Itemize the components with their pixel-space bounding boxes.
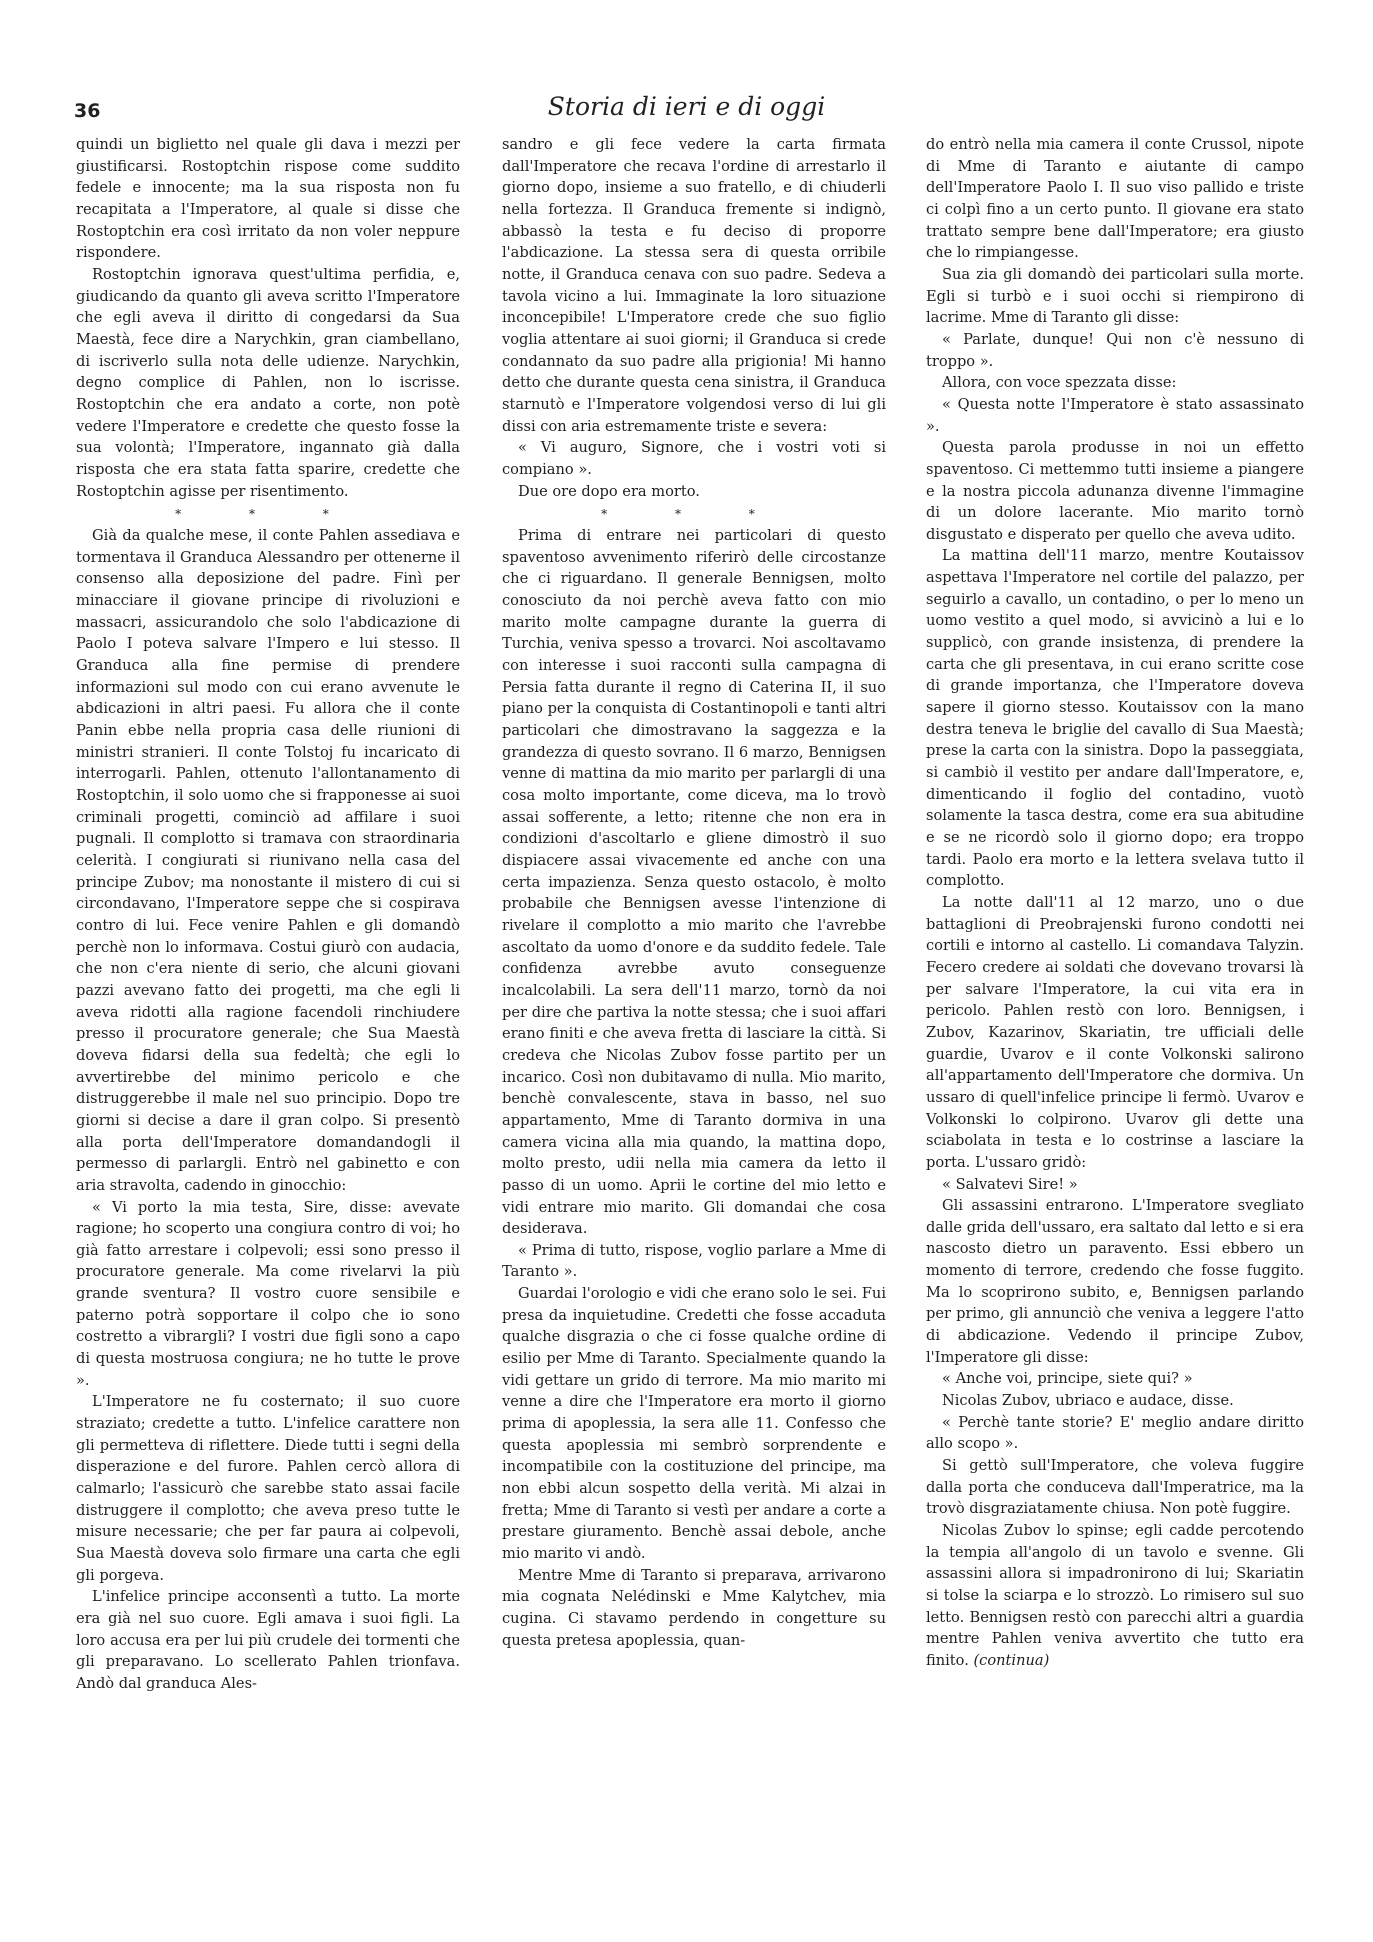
paragraph: Prima di entrare nei particolari di questo spaventoso avvenimento riferirò delle circostanze che ci riguardano. Il generale Bennigsen, molto conosciuto da noi perchè aveva fatto con mio marito molte campagne durante la guerra di Turchia, veniva spesso a trovarci. Noi ascoltavamo con interesse i suoi racconti sulla campagna di Persia fatta durante il regno di Caterina II, il suo piano per la conquista di Costantinopoli e tanti altri particolari che dimostravano la saggezza e la grandezza di questo sovrano. Il 6 marzo, Bennigsen venne di mattina da mio marito per parlargli di una cosa molto importante, come diceva, ma lo trovò assai sofferente, a letto; ritenne che non era in condizioni d'ascoltarlo e gliene dimostrò il suo dispiacere assai vivacemente ed anche con una certa impazienza. Senza questo ostacolo, è molto probabile che Bennigsen avesse l'intenzione di rivelare il complotto a mio marito che l'avrebbe ascoltato da uomo d'onore e da suddito fedele. Tale confidenza avrebbe avuto conseguenze incalcolabili. La sera dell'11 marzo, tornò da noi per dire che partiva la notte stessa; che i suoi affari erano finiti e che aveva fretta di lasciare la città. Si credeva che Nicolas Zubov fosse partito per un incarico. Così non dubitavamo di nulla. Mio marito, benchè convalescente, stava in basso, nel suo appartamento, Mme di Taranto dormiva in una camera vicina alla mia quando, la mattina dopo, molto presto, udii nella mia camera da letto il passo di un uomo. Aprii le cortine del mio letto e vidi entrare mio marito. Gli domandai che cosa desiderava. bbox=[502, 527, 886, 1238]
paragraph: « Questa notte l'Imperatore è stato assassinato ». bbox=[926, 395, 1304, 435]
paragraph: Allora, con voce spezzata disse: bbox=[942, 374, 1177, 392]
paragraph: « Perchè tante storie? E' meglio andare diritto allo scopo ». bbox=[926, 1413, 1304, 1453]
paragraph: Guardai l'orologio e vidi che erano solo le sei. Fui presa da inquietudine. Credetti che fosse accaduta qualche disgrazia o che ci fosse qualche ordine di esilio per Mme di Taranto. Specialmente quando la vidi gettare un grido di terrore. Ma mio marito mi venne a dire che l'Imperatore era morto il giorno prima di apoplessia, la sera alle 11. Confesso che questa apoplessia mi sembrò sorprendente e incompatibile con la costituzione del principe, ma non ebbi alcun sospetto della verità. Mi alzai in fretta; Mme di Taranto si vestì per andare a corte a prestare giuramento. Benchè assai debole, anche mio marito vi andò. bbox=[502, 1285, 886, 1562]
paragraph: « Anche voi, principe, siete qui? » bbox=[942, 1370, 1193, 1388]
paragraph: « Vi auguro, Signore, che i vostri voti si compiano ». bbox=[502, 439, 886, 478]
section-separator: * * * bbox=[601, 507, 787, 522]
paragraph: sandro e gli fece vedere la carta firmata dall'Imperatore che recava l'ordine di arrestarlo il giorno dopo, insieme a suo fratello, e di chiuderli nella fortezza. Il Granduca fremente si indignò, abbassò la testa e fu deciso di proporre l'abdicazione. La stessa sera di questa orribile notte, il Granduca cenava con suo padre. Sedeva a tavola vicino a lui. Immaginate la loro situazione inconcepibile! L'Imperatore crede che suo figlio voglia attentare ai suoi giorni; il Granduca si crede condannato da suo padre alla prigionia! Mi hanno detto che durante questa cena sinistra, il Granduca starnutò e l'Imperatore volgendosi verso di lui gli dissi con aria estremamente triste e severa: bbox=[502, 136, 886, 435]
paragraph: Rostoptchin ignorava quest'ultima perfidia, e, giudicando da quanto gli aveva scritto l'Imperatore che egli aveva il diritto di congedarsi da Sua Maestà, fece dire a Narychkin, gran ciambellano, di iscriverlo sulla nota delle udienze. Narychkin, degno complice di Pahlen, non lo iscrisse. Rostoptchin che era andato a corte, non potè vedere l'Imperatore e credette che questo fosse la sua volontà; l'Imperatore, ingannato già dalla risposta che era stata fatta sparire, credette che Rostoptchin agisse per risentimento. bbox=[76, 265, 460, 500]
page-number: 36 bbox=[74, 100, 101, 122]
paragraph: La mattina dell'11 marzo, mentre Koutaissov aspettava l'Imperatore nel cortile del palazzo, per seguirlo a cavallo, un contadino, o per lo meno un uomo vestito a quel modo, si avvicinò a lui e lo supplicò, con grande insistenza, di prendere la carta che gli presentava, in cui erano scritte cose di grande importanza, che l'Imperatore doveva sapere il giorno stesso. Koutaissov con la mano destra teneva le briglie del cavallo di Sua Maestà; prese la carta con la sinistra. Dopo la passeggiata, si cambiò il vestito per andare dall'Imperatore, e, dimenticando il foglio del contadino, vuotò solamente la tasca destra, come era sua abitudine e se ne ricordò solo il giorno dopo; era troppo tardi. Paolo era morto e la lettera svelava tutto il complotto. bbox=[926, 547, 1304, 890]
paragraph: Questa parola produsse in noi un effetto spaventoso. Ci mettemmo tutti insieme a piangere e la nostra piccola adunanza divenne l'immagine di un dolore lacerante. Mio marito tornò disgustato e disperato per quello che aveva udito. bbox=[926, 439, 1304, 543]
section-separator: * * * bbox=[175, 507, 361, 522]
paragraph: « Salvatevi Sire! » bbox=[942, 1175, 1078, 1193]
paragraph: « Prima di tutto, rispose, voglio parlare a Mme di Taranto ». bbox=[502, 1241, 886, 1281]
paragraph: « Vi porto la mia testa, Sire, disse: avevate ragione; ho scoperto una congiura contro di voi; ho già fatto arrestare i colpevoli; essi sono presso il procuratore generale. Ma come rivelarvi la più grande sventura? Il vostro cuore sensibile e paterno potrà sopportare il colpo che io sono costretto a vibrargli? I vostri due figli sono a capo di questa mostruosa congiura; ne ho tutte le prove ». bbox=[76, 1198, 460, 1389]
paragraph: « Parlate, dunque! Qui non c'è nessuno di troppo ». bbox=[926, 330, 1304, 370]
paragraph: Mentre Mme di Taranto si preparava, arrivarono mia cognata Nelédinski e Mme Kalytchev, mia cugina. Ci stavamo perdendo in congetture su questa pretesa apoplessia, quan- bbox=[502, 1566, 886, 1649]
paragraph: L'Imperatore ne fu costernato; il suo cuore straziato; credette a tutto. L'infelice carattere non gli permetteva di riflettere. Diede tutti i segni della disperazione e del furore. Pahlen cercò allora di calmarlo; l'assicurò che sarebbe stato assai facile distruggere il complotto; che aveva preso tutte le misure necessarie; che per far paura ai colpevoli, Sua Maestà doveva solo firmare una carta che egli gli porgeva. bbox=[76, 1393, 460, 1584]
paragraph: Nicolas Zubov, ubriaco e audace, disse. bbox=[942, 1392, 1234, 1410]
paragraph: Si gettò sull'Imperatore, che voleva fuggire dalla porta che conduceva dall'Imperatrice, ma la trovò disgraziatamente chiusa. Non potè fuggire. bbox=[926, 1457, 1304, 1518]
paragraph: L'infelice principe acconsentì a tutto. La morte era già nel suo cuore. Egli amava i suoi figli. La loro accusa era per lui più crudele dei tormenti che gli preparavano. Lo scellerato Pahlen trionfava. Andò dal granduca Ales- bbox=[76, 1588, 460, 1692]
text-column-3 bbox=[926, 134, 1304, 1924]
paragraph: quindi un biglietto nel quale gli dava i mezzi per giustificarsi. Rostoptchin rispose come suddito fedele e innocente; ma la sua risposta non fu recapitata a l'Imperatore, al quale si disse che Rostoptchin era così irritato da non voler neppure rispondere. bbox=[76, 136, 460, 262]
continued-note: (continua) bbox=[973, 1651, 1050, 1669]
paragraph-text: Nicolas Zubov lo spinse; egli cadde percotendo la tempia all'angolo di un tavolo e svenne. Gli assassini allora si impadronirono di lui; Skariatin si tolse la sciarpa e lo strozzò. Lo rimisero sul suo letto. Bennigsen restò con parecchi altri a guardia mentre Pahlen veniva avvertito che tutto era finito. bbox=[926, 1522, 1304, 1669]
paragraph: Gli assassini entrarono. L'Imperatore svegliato dalle grida dell'ussaro, era saltato dal letto e si era nascosto dietro un paravento. Essi ebbero un momento di terrore, credendo che fosse fuggito. Ma lo scoprirono subito, e, Bennigsen parlando per primo, gli annunciò che veniva a leggere l'atto di abdicazione. Vedendo il principe Zubov, l'Imperatore gli disse: bbox=[926, 1197, 1304, 1366]
paragraph: Già da qualche mese, il conte Pahlen assediava e tormentava il Granduca Alessandro per ottenerne il consenso alla deposizione del padre. Finì per minacciare il giovane principe di rivoluzioni e massacri, assicurandolo che solo l'abdicazione di Paolo I poteva salvare l'Impero e lui stesso. Il Granduca alla fine permise di prendere informazioni sul modo con cui erano avvenute le abdicazioni in altri paesi. Fu allora che il conte Panin ebbe nella propria casa delle riunioni di ministri stranieri. Il conte Tolstoj fu incaricato di interrogarli. Pahlen, ottenuto l'allontanamento di Rostoptchin, il solo uomo che si frapponesse ai suoi criminali progetti, cominciò ad affilare i suoi pugnali. Il complotto si tramava con straordinaria celerità. I congiurati si riunivano nella casa del principe Zubov; ma nonostante il mistero di cui si circondavano, l'Imperatore seppe che si cospirava contro di lui. Fece venire Pahlen e gli domandò perchè non lo informava. Costui giurò con audacia, che non c'era niente di serio, che alcuni giovani pazzi avevano fatto dei progetti, ma che egli li aveva ridotti alla ragione facendoli rinchiudere presso il procuratore generale; che Sua Maestà doveva fidarsi della sua fedeltà; che egli lo avvertirebbe del minimo pericolo e che distruggerebbe il male nel suo principio. Dopo tre giorni si decise a dare il gran colpo. Si presentò alla porta dell'Imperatore domandandogli il permesso di parlargli. Entrò nel gabinetto e con aria stravolta, cadendo in ginocchio: bbox=[76, 527, 460, 1194]
text-column-2 bbox=[502, 134, 886, 1924]
text-column-1 bbox=[76, 134, 460, 1924]
paragraph bbox=[926, 1520, 1304, 1672]
running-title: Storia di ieri e di oggi bbox=[547, 92, 826, 121]
paragraph: Due ore dopo era morto. bbox=[518, 482, 700, 500]
paragraph: Sua zia gli domandò dei particolari sulla morte. Egli si turbò e i suoi occhi si riempirono di lacrime. Mme di Taranto gli disse: bbox=[926, 265, 1304, 327]
paragraph: La notte dall'11 al 12 marzo, uno o due battaglioni di Preobrajenski furono condotti nei cortili e intorno al castello. Li comandava Talyzin. Fecero credere ai soldati che dovevano trovarsi là per salvare l'Imperatore, la cui vita era in pericolo. Pahlen restò con loro. Bennigsen, i Zubov, Kazarinov, Skariatin, tre ufficiali delle guardie, Uvarov e il conte Volkonski salirono all'appartamento dell'Imperatore che dormiva. Un ussaro di quell'infelice principe li fermò. Uvarov e Volkonski lo colpirono. Uvarov gli dette una sciabolata in testa e lo costrinse a lasciare la porta. L'ussaro gridò: bbox=[926, 893, 1304, 1171]
paragraph: do entrò nella mia camera il conte Crussol, nipote di Mme di Taranto e aiutante di campo dell'Imperatore Paolo I. Il suo viso pallido e triste ci colpì fino a un certo punto. Il giovane era stato trattato sempre bene dall'Imperatore; era giusto che lo rimpiangesse. bbox=[926, 136, 1304, 262]
